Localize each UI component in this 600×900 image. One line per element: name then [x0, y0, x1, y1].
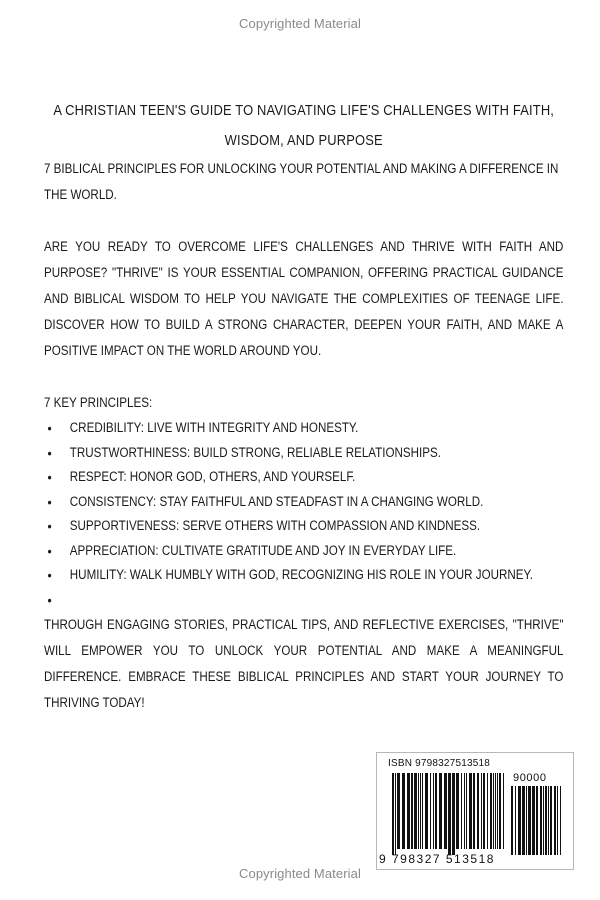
barcode-bar — [497, 773, 498, 849]
barcode-bar — [430, 773, 431, 849]
barcode-bar — [493, 773, 494, 849]
barcode-bar — [490, 773, 492, 849]
barcode-bar — [392, 773, 394, 855]
principle-item: • TRUSTWORTHINESS: BUILD STRONG, RELIABLE RELATIONSHIPS. — [70, 441, 564, 466]
barcode-bar — [481, 773, 482, 849]
barcode-bar — [420, 773, 421, 849]
barcode-bar — [435, 773, 437, 849]
copyright-watermark-bottom: Copyrighted Material — [239, 866, 361, 881]
barcode-bar — [473, 773, 475, 849]
headline: A CHRISTIAN TEEN'S GUIDE TO NAVIGATING LIFE'S CHALLENGES WITH FAITH, WISDOM, AND PURPOSE — [53, 102, 555, 149]
barcode-bar — [522, 786, 525, 855]
barcode-bar — [452, 773, 455, 855]
barcode-bar — [526, 786, 527, 855]
barcode-bar — [422, 773, 423, 849]
barcode-bar — [532, 786, 535, 855]
barcode-bar — [444, 773, 447, 849]
principle-item: • RESPECT: HONOR GOD, OTHERS, AND YOURSELF. — [70, 465, 564, 490]
barcode-bar — [456, 773, 459, 849]
barcode-bar — [402, 773, 405, 849]
barcode-bar — [407, 773, 410, 849]
barcode-bar — [503, 773, 504, 849]
principle-item: • CREDIBILITY: LIVE WITH INTEGRITY AND HONESTY. — [70, 416, 564, 441]
barcode-bar — [395, 773, 396, 855]
barcode-bar — [560, 786, 561, 855]
barcode-bar — [448, 773, 451, 855]
barcode-bar — [433, 773, 434, 849]
barcode-bar — [469, 773, 472, 849]
barcode-bar — [554, 786, 556, 855]
barcode-bar — [414, 773, 417, 849]
intro-paragraph: ARE YOU READY TO OVERCOME LIFE'S CHALLENGES AND THRIVE WITH FAITH AND PURPOSE? "THRIVE" IS YOUR ESSENTIAL COMPANION, OFFERING PRACTICAL GUIDANCE AND BIBLICAL WISDOM TO HELP YOU NAVIGATE THE COMPLEXITIES OF TEENAGE LIFE. DISCOVER HOW TO BUILD A STRONG CHARACTER, DEEPEN YOUR FAITH, AND MAKE A POSITIVE IMPACT ON THE WORLD AROUND YOU. — [44, 239, 564, 358]
principle-item: • APPRECIATION: CULTIVATE GRATITUDE AND JOY IN EVERYDAY LIFE. — [70, 539, 564, 564]
barcode-bar — [545, 786, 547, 855]
barcode-bar — [425, 773, 428, 849]
barcode-bar — [518, 786, 521, 855]
barcode-bar — [495, 773, 496, 849]
barcode-bar — [540, 786, 542, 855]
barcode-bar — [487, 773, 488, 849]
copyright-watermark-top: Copyrighted Material — [239, 16, 361, 31]
principle-item: • HUMILITY: WALK HUMBLY WITH GOD, RECOGNIZING HIS ROLE IN YOUR JOURNEY. — [70, 563, 564, 588]
barcode-bar — [536, 786, 538, 855]
ean-barcode-bars — [392, 773, 508, 855]
barcode-bar — [464, 773, 465, 849]
closing-paragraph: THROUGH ENGAGING STORIES, PRACTICAL TIPS, AND REFLECTIVE EXERCISES, "THRIVE" WILL EMPOWER YOU TO UNLOCK YOUR POTENTIAL AND MAKE A MEANINGFUL DIFFERENCE. EMBRACE THESE BIBLICAL PRINCIPLES AND START YOUR JOURNEY TO THRIVING TODAY! — [44, 617, 564, 710]
addon-barcode-bars — [511, 786, 563, 855]
principle-item-empty — [70, 588, 564, 613]
barcode-bar — [557, 786, 558, 855]
price-code: 90000 — [513, 772, 547, 784]
isbn-barcode — [376, 752, 574, 870]
barcode-digits: 9 798327 513518 — [379, 852, 495, 866]
barcode-bar — [418, 773, 419, 849]
barcode-bar — [515, 786, 516, 855]
barcode-bar — [483, 773, 485, 849]
principle-item: • SUPPORTIVENESS: SERVE OTHERS WITH COMPASSION AND KINDNESS. — [70, 514, 564, 539]
barcode-bar — [499, 773, 501, 849]
barcode-bar — [397, 773, 400, 849]
barcode-bar — [461, 773, 462, 849]
subtitle: 7 BIBLICAL PRINCIPLES FOR UNLOCKING YOUR POTENTIAL AND MAKING A DIFFERENCE IN THE WORLD. — [44, 161, 559, 202]
principles-heading: 7 KEY PRINCIPLES: — [44, 395, 153, 410]
barcode-bar — [439, 773, 442, 849]
barcode-bar — [550, 786, 552, 855]
principles-list — [44, 416, 563, 612]
barcode-bar — [548, 786, 549, 855]
barcode-bar — [477, 773, 479, 849]
isbn-label: ISBN 9798327513518 — [388, 758, 491, 769]
barcode-bar — [543, 786, 544, 855]
barcode-bar — [411, 773, 413, 849]
principle-item: • CONSISTENCY: STAY FAITHFUL AND STEADFAST IN A CHANGING WORLD. — [70, 490, 564, 515]
barcode-bar — [466, 773, 467, 849]
barcode-bar — [511, 786, 513, 855]
back-cover-text — [44, 96, 563, 716]
barcode-bar — [528, 786, 531, 855]
